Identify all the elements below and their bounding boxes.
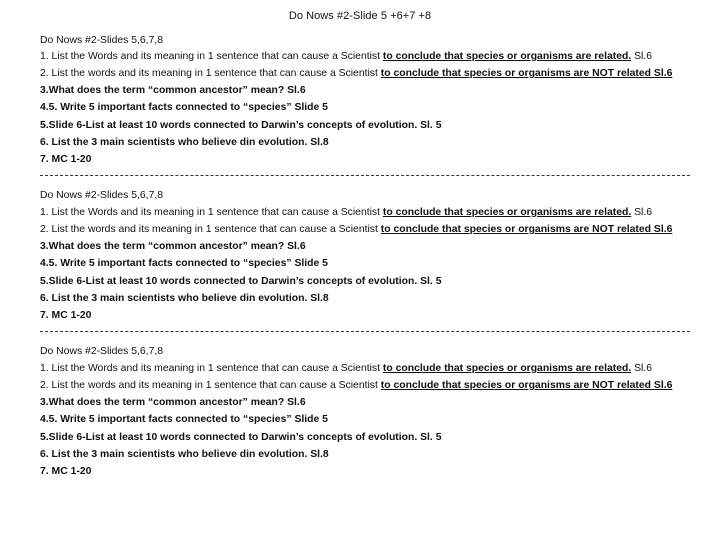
list-item: 6. List the 3 main scientists who believe din evolution. Sl.8: [40, 137, 329, 148]
list-item: 3.What does the term “common ancestor” mean? Sl.6: [40, 397, 306, 408]
list-item: 5.Slide 6-List at least 10 words connected to Darwin’s concepts of evolution. Sl. 5: [40, 120, 442, 131]
list-item: [40, 50, 652, 64]
list-item: [40, 362, 652, 376]
item-emphasis: to conclude that species or organisms are NOT related Sl.6: [380, 68, 673, 79]
list-item: [40, 206, 652, 220]
block-heading: Do Nows #2-Slides 5,6,7,8: [40, 346, 164, 357]
list-item: 6. List the 3 main scientists who believe din evolution. Sl.8: [40, 449, 329, 460]
item-text: 1. List the Words and its meaning in 1 sentence that can cause a Scientist: [40, 363, 383, 374]
item-text: 2. List the words and its meaning in 1 sentence that can cause a Scientist: [40, 224, 381, 235]
list-item: 5.Slide 6-List at least 10 words connected to Darwin’s concepts of evolution. Sl. 5: [40, 276, 442, 287]
list-item: 7. MC 1-20: [40, 310, 92, 321]
item-text: 1. List the Words and its meaning in 1 sentence that can cause a Scientist: [40, 51, 383, 62]
dashed-separator: [40, 331, 690, 332]
list-item: 7. MC 1-20: [40, 466, 92, 477]
list-item: 4.5. Write 5 important facts connected to “species” Slide 5: [40, 414, 328, 425]
item-text: 2. List the words and its meaning in 1 sentence that can cause a Scientist: [40, 380, 381, 391]
list-item: 4.5. Write 5 important facts connected to “species” Slide 5: [40, 102, 328, 113]
list-item: [40, 379, 672, 393]
item-emphasis: to conclude that species or organisms are related.: [382, 363, 632, 374]
dashed-separator: [40, 175, 690, 176]
list-item: 5.Slide 6-List at least 10 words connected to Darwin’s concepts of evolution. Sl. 5: [40, 432, 442, 443]
block-heading: Do Nows #2-Slides 5,6,7,8: [40, 190, 164, 201]
list-item: 4.5. Write 5 important facts connected to “species” Slide 5: [40, 258, 328, 269]
item-text: Sl.6: [631, 207, 653, 218]
list-item: 6. List the 3 main scientists who believe din evolution. Sl.8: [40, 293, 329, 304]
list-item: [40, 67, 672, 81]
item-text: Sl.6: [631, 363, 653, 374]
item-emphasis: to conclude that species or organisms are NOT related Sl.6: [380, 380, 673, 391]
item-emphasis: to conclude that species or organisms are NOT related Sl.6: [380, 224, 673, 235]
list-item: 3.What does the term “common ancestor” mean? Sl.6: [40, 241, 306, 252]
list-item: [40, 223, 672, 237]
item-emphasis: to conclude that species or organisms are related.: [382, 207, 632, 218]
list-item: 7. MC 1-20: [40, 154, 92, 165]
item-text: 2. List the words and its meaning in 1 sentence that can cause a Scientist: [40, 68, 381, 79]
list-item: 3.What does the term “common ancestor” mean? Sl.6: [40, 85, 306, 96]
item-emphasis: to conclude that species or organisms are related.: [382, 51, 632, 62]
page-title: Do Nows #2-Slide 5 +6+7 +8: [288, 10, 432, 22]
item-text: Sl.6: [631, 51, 653, 62]
item-text: 1. List the Words and its meaning in 1 sentence that can cause a Scientist: [40, 207, 383, 218]
block-heading: Do Nows #2-Slides 5,6,7,8: [40, 35, 164, 46]
